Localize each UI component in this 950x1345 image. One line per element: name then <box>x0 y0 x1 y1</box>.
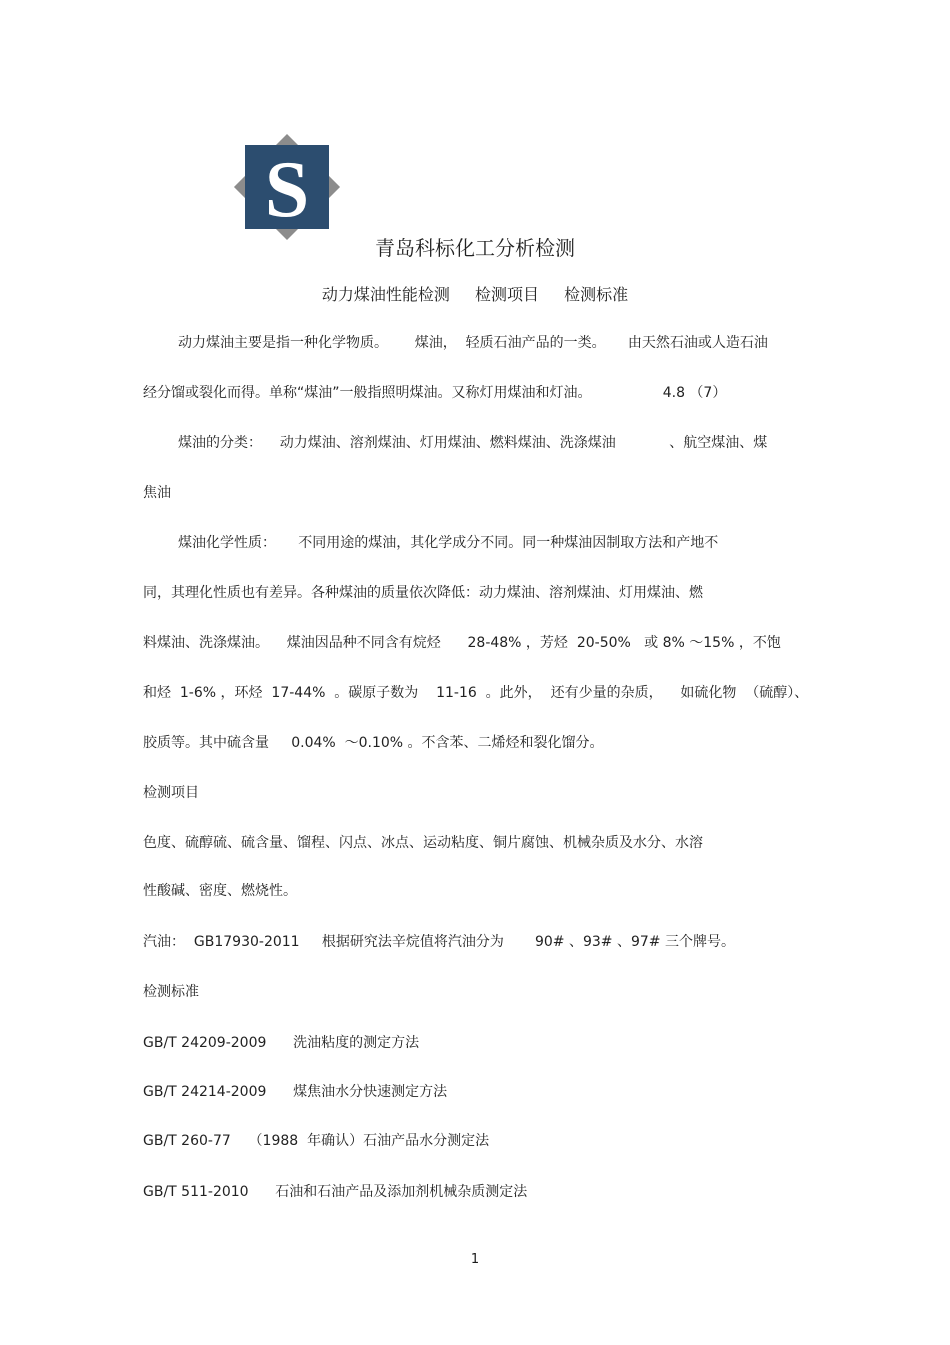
logo-letter: S <box>264 146 310 234</box>
items-heading: 检测项目 <box>143 785 199 801</box>
paragraph-chemistry-line-3: 料煤油、洗涤煤油。 煤油因品种不同含有烷烃 28-48% ，芳烃 20-50% 或 8% ～15% ，不饱 <box>143 635 781 651</box>
items-list-line-1: 色度、硫醇硫、硫含量、馏程、闪点、冰点、运动粘度、铜片腐蚀、机械杂质及水分、水溶 <box>143 835 703 851</box>
company-name: 青岛科标化工分析检测 <box>375 236 575 260</box>
items-list-line-2: 性酸碱、密度、燃烧性。 <box>143 883 297 899</box>
paragraph-classification-line-1: 煤油的分类： 动力煤油、溶剂煤油、灯用煤油、燃料煤油、洗涤煤油 、航空煤油、煤 <box>178 435 768 451</box>
paragraph-chemistry-line-4: 和烃 1-6% ，环烃 17-44% 。碳原子数为 11-16 。此外， 还有少量的杂质， 如硫化物 （硫醇）、 <box>143 685 809 701</box>
gasoline-standard-line: 汽油： GB17930-2011 根据研究法辛烷值将汽油分为 90# 、93# 、97# 三个牌号。 <box>143 934 735 950</box>
paragraph-intro-line-2: 经分馏或裂化而得。单称“煤油”一般指照明煤油。又称灯用煤油和灯油。 4.8 （7） <box>143 385 727 401</box>
paragraph-classification-line-2: 焦油 <box>143 485 171 501</box>
standard-item: GB/T 260-77 （1988 年确认）石油产品水分测定法 <box>143 1133 490 1149</box>
document-subtitle <box>0 282 950 305</box>
subtitle-part-1: 动力煤油性能检测 <box>321 285 450 304</box>
standard-item: GB/T 24209-2009 洗油粘度的测定方法 <box>143 1035 420 1051</box>
standards-heading: 检测标准 <box>143 984 199 1000</box>
paragraph-chemistry-line-5: 胶质等。其中硫含量 0.04% ～0.10% 。不含苯、二烯烃和裂化馏分。 <box>143 735 604 751</box>
paragraph-intro-line-1: 动力煤油主要是指一种化学物质。 煤油， 轻质石油产品的一类。 由天然石油或人造石油 <box>178 335 768 351</box>
subtitle-part-2: 检测项目 <box>474 285 539 304</box>
page-number: 1 <box>470 1252 480 1267</box>
standard-item: GB/T 511-2010 石油和石油产品及添加剂机械杂质测定法 <box>143 1184 528 1200</box>
company-logo <box>228 128 346 246</box>
paragraph-chemistry-line-1: 煤油化学性质： 不同用途的煤油，其化学成分不同。同一种煤油因制取方法和产地不 <box>178 535 719 551</box>
standard-item: GB/T 24214-2009 煤焦油水分快速测定方法 <box>143 1084 448 1100</box>
paragraph-chemistry-line-2: 同，其理化性质也有差异。各种煤油的质量依次降低：动力煤油、溶剂煤油、灯用煤油、燃 <box>143 585 703 601</box>
subtitle-part-3: 检测标准 <box>564 285 629 304</box>
